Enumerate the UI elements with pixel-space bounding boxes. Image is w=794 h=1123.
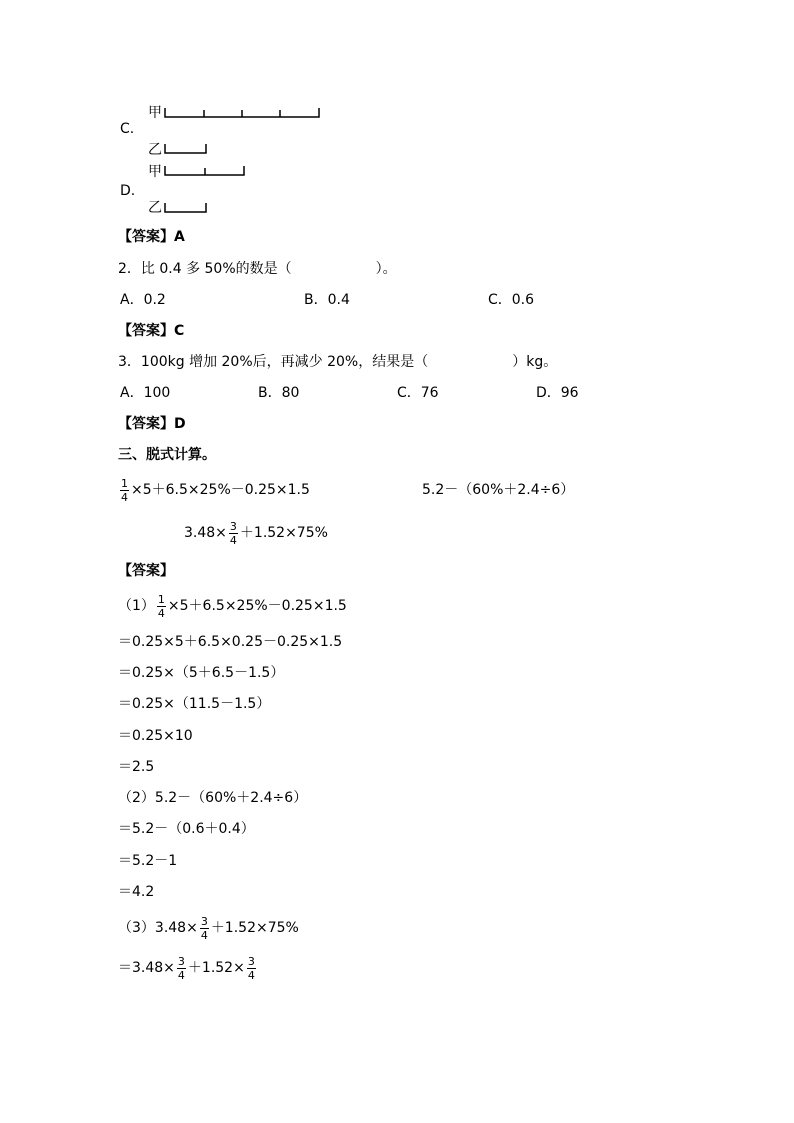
solution-2-step: ＝4.2 — [118, 884, 155, 900]
solution-1-step: ＝0.25×（5＋6.5－1.5） — [118, 665, 285, 681]
q2-option-a: A．0.2 — [120, 292, 166, 308]
yi-label-d: 乙 — [148, 200, 162, 216]
jia-label-d: 甲 — [148, 164, 162, 180]
solution-3-step: ＝3.48× $\frac{3}{4}$ ＋1.52× $\frac{3}{4}$ — [118, 954, 255, 982]
problem-3: 3.48× $\frac{3}{4}$ ＋1.52×75% — [184, 519, 328, 547]
segment-yi-d — [164, 203, 208, 215]
segment-jia-c — [164, 108, 320, 120]
fraction-1-4: $\frac{1}{4}$ — [121, 476, 128, 504]
question-2-stem: 2．比 0.4 多 50%的数是（ ）。 — [118, 261, 397, 277]
q2-option-b: B．0.4 — [304, 292, 350, 308]
problem-2: 5.2－（60%＋2.4÷6） — [422, 482, 575, 498]
q3-option-a: A．100 — [120, 385, 171, 401]
answer-2: 【答案】C — [118, 323, 185, 339]
solution-1-line: （1） $\frac{1}{4}$ ×5＋6.5×25%－0.25×1.5 — [118, 592, 347, 620]
section-3-heading: 三、脱式计算。 — [118, 447, 216, 463]
solution-2-step: ＝5.2－（0.6＋0.4） — [118, 821, 255, 837]
fraction-3-4: $\frac{3}{4}$ — [177, 954, 185, 982]
solution-1-step: ＝0.25×5＋6.5×0.25－0.25×1.5 — [118, 634, 343, 650]
q3-option-b: B．80 — [258, 385, 300, 401]
solution-1-step: ＝0.25×（11.5－1.5） — [118, 696, 271, 712]
answer-1: 【答案】A — [118, 229, 185, 245]
segment-jia-d — [164, 166, 246, 178]
fraction-3-4: $\frac{3}{4}$ — [247, 954, 255, 982]
segment-yi-c — [164, 144, 208, 156]
solution-3-line: （3）3.48× $\frac{3}{4}$ ＋1.52×75% — [118, 914, 299, 942]
q3-option-c: C．76 — [397, 385, 439, 401]
q3-option-d: D．96 — [536, 385, 579, 401]
yi-label-c: 乙 — [148, 142, 162, 158]
jia-label-c: 甲 — [148, 105, 162, 121]
fraction-1-4: $\frac{1}{4}$ — [157, 592, 165, 620]
solution-1-step: ＝2.5 — [118, 759, 155, 775]
solution-2-line: （2）5.2－（60%＋2.4÷6） — [118, 790, 308, 806]
solution-1-step: ＝0.25×10 — [118, 728, 193, 744]
solution-2-step: ＝5.2－1 — [118, 853, 178, 869]
question-3-stem: 3．100kg 增加 20%后，再减少 20%，结果是（ ）kg。 — [118, 354, 558, 370]
fraction-3-4: $\frac{3}{4}$ — [229, 519, 237, 547]
option-c-label: C. — [120, 121, 135, 137]
answer-label: 【答案】 — [118, 563, 174, 579]
fraction-3-4: $\frac{3}{4}$ — [200, 914, 208, 942]
option-d-label: D. — [120, 183, 136, 199]
answer-3: 【答案】D — [118, 416, 186, 432]
problem-1: $\frac{1}{4}$ ×5＋6.5×25%－0.25×1.5 — [121, 476, 310, 504]
q2-option-c: C．0.6 — [488, 292, 535, 308]
